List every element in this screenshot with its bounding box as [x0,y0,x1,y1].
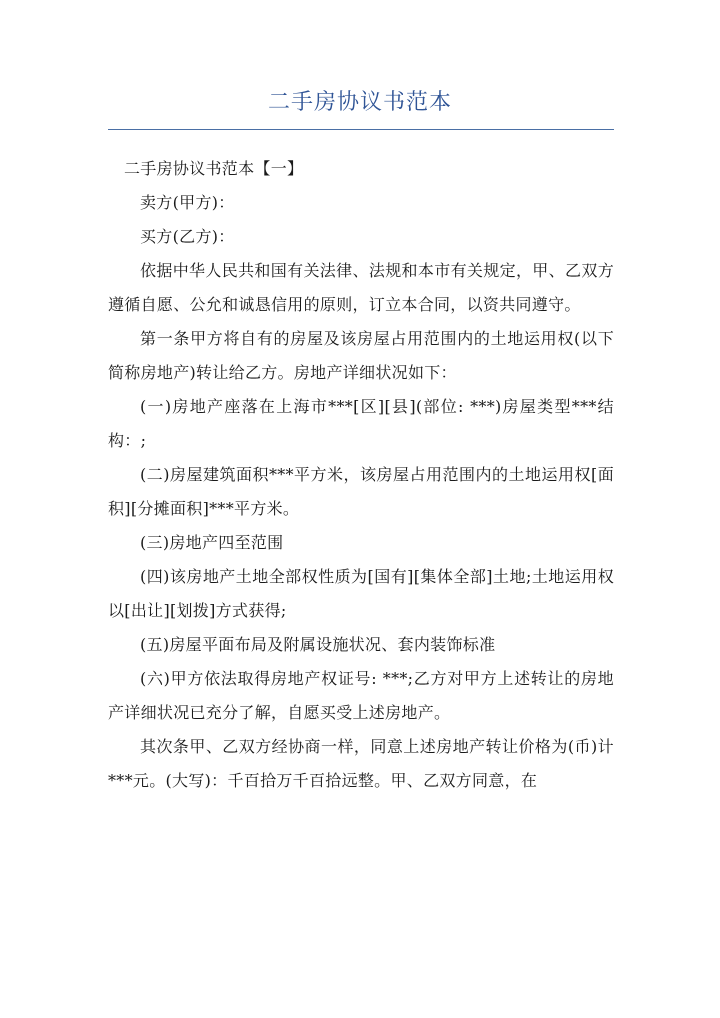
section-heading: 二手房协议书范本【一】 [124,159,304,178]
document-body [108,152,614,798]
document-title: 二手房协议书范本 [267,90,452,115]
paragraph-item-3: (三)房地产四至范围 [140,533,284,552]
paragraph-seller: 卖方(甲方)： [140,193,235,212]
paragraph-item-6: (六)甲方依法取得房地产权证号: ***;乙方对甲方上述转让的房地产详细状况已充分了解，自愿买受上述房地产。 [108,669,614,722]
paragraph-buyer: 买方(乙方)： [140,227,235,246]
paragraph-item-4: (四)该房地产土地全部权性质为[国有][集体全部]土地;土地运用权以[出让][划拨]方式获得; [108,567,614,620]
paragraph-article-2: 其次条甲、乙双方经协商一样，同意上述房地产转让价格为(币)计***元。(大写)：千百拾万千百拾远整。甲、乙双方同意，在 [108,737,614,790]
paragraph-item-5: (五)房屋平面布局及附属设施状况、套内装饰标准 [140,635,496,654]
title-underline [108,129,614,130]
paragraph-article-1: 第一条甲方将自有的房屋及该房屋占用范围内的土地运用权(以下简称房地产)转让给乙方。房地产详细状况如下： [108,329,614,382]
paragraph-item-2: (二)房屋建筑面积***平方米，该房屋占用范围内的土地运用权[面积][分摊面积]***平方米。 [108,465,614,518]
paragraph-preamble: 依据中华人民共和国有关法律、法规和本市有关规定，甲、乙双方遵循自愿、公允和诚恳信用的原则，订立本合同，以资共同遵守。 [108,261,614,314]
paragraph-item-1: (一)房地产座落在上海市***[区][县](部位: ***)房屋类型***结构：; [108,397,614,450]
